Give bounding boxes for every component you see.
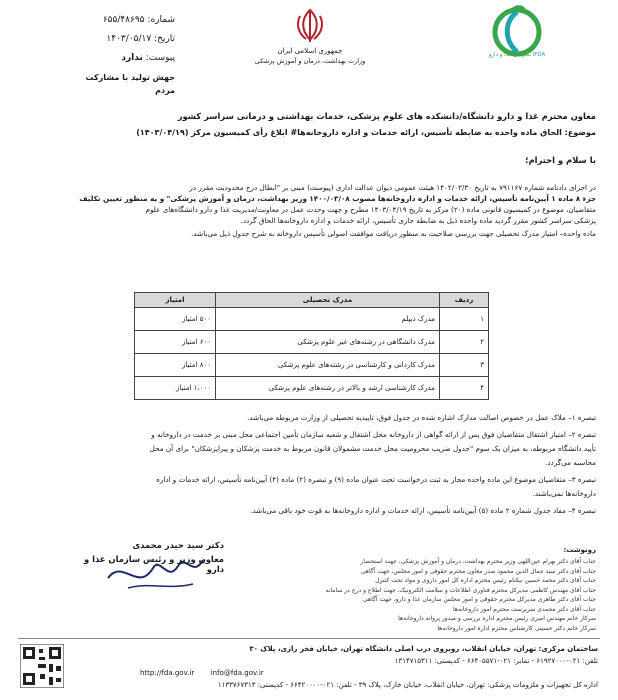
signatory-name: دکتر سید حیدر محمدی (132, 540, 224, 550)
fda-logo (482, 4, 552, 64)
notes (40, 412, 596, 516)
table-cell-score: ۱،۰۰۰ امتیاز (135, 377, 216, 400)
table-row (135, 308, 489, 331)
cc-item: سرکار خانم مهندس امیری رئیس محترم اداره بررسی و صدور پروانه داروخانه‌ها (398, 615, 596, 622)
body-line: در اجرای دادنامه شماره ۷۹۱۱۶۷ به تاریخ ۱۴۰۲/۰۳/۳۰ هیئت عمومی دیوان عدالت اداری (پیوست) مبنی بر "ابطال درج محدودیت مقرر در (189, 183, 596, 192)
letter-number-row (85, 14, 175, 27)
attachment-label: پیوست: (145, 53, 175, 63)
score-table (134, 292, 489, 400)
ministry-title: وزارت بهداشت، درمان و آموزش پزشکی (254, 57, 366, 65)
signatory-title: معاون وزیر و رئیس سازمان غذا و دارو (83, 554, 224, 574)
table-row (135, 331, 489, 354)
emblem-title: جمهوری اسلامی ایران (277, 47, 343, 55)
fda-logo-caption-text: سازمان غذا و دارو (488, 52, 531, 58)
note-line: تبصره ۴– مفاد جدول شماره ۲ ماده (۵) آیین‌نامه تأسیس، ارائه خدمات و اداره داروخانه‌ها به قوت خود باقی می‌باشد. (250, 506, 596, 515)
footer-phone-main: تلفن: ۰۲۱-۶۱۹۲۷۰۰۰ - نمابر: ۰۲۱-۶۶۴۰۵۵۷۱ - کدپستی: ۱۳۱۴۷۱۵۳۱۱ (394, 657, 598, 665)
table-header-row (135, 293, 489, 308)
footer-address-main: ساختمان مرکزی: تهران، خیابان انقلاب، روبروی درب اصلی دانشگاه تهران، خیابان فخر رازی، پلاک ۳۰ (249, 645, 598, 653)
footer-contact-row (70, 668, 598, 679)
table-cell-degree: مدرک دانشگاهی در رشته‌های غیر علوم پزشکی (216, 331, 440, 354)
letter-date-label: تاریخ: (154, 34, 175, 44)
footer-divider (18, 638, 600, 639)
footer-text (70, 644, 598, 691)
letter-date-value: ۱۴۰۳/۰۵/۱۷ (106, 34, 152, 44)
note-line: داروخانه‌ها نمی‌باشند. (532, 489, 596, 498)
table-cell-no: ۱ (440, 308, 489, 331)
table-header-score: امتیاز (135, 293, 216, 308)
addressee: معاون محترم غذا و دارو دانشگاه/دانشکده های علوم پزشکی، خدمات بهداشتی و درمانی سراسر کشور (177, 111, 596, 121)
table-header-degree: مدرک تحصیلی (216, 293, 440, 308)
table-cell-no: ۲ (440, 331, 489, 354)
table-cell-score: ۵۰۰ امتیاز (135, 308, 216, 331)
fda-logo-caption (486, 52, 548, 58)
note-line: تبصره ۳– متقاضیان موضوع این ماده واحده مجاز به ثبت درخواست تحت عنوان ماده (۹) و تبصره (۲) ماده (۴) آیین‌نامه تأسیس، ارائه خدمات و اداره (156, 475, 596, 484)
cc-item: سرکار خانم دکتر حسینی کارشناس محترم اداره امور داروخانه‌ها (437, 624, 596, 632)
table-header-row-no: ردیف (440, 293, 489, 308)
table-cell-degree: مدرک دیپلم (216, 308, 440, 331)
email-link[interactable]: info@fda.gov.ir (210, 669, 264, 677)
signature-block (78, 528, 228, 598)
footer-address-equipment: اداره کل تجهیزات و ملزومات پزشکی: تهران، خیابان انقلاب، خیابان خارک، پلاک ۳۹ - تلفن: ۰۲۱-۶۶۴۲۰۰۰۰ - کدپستی: ۱۱۳۳۷۶۷۳۱۳ (217, 681, 598, 689)
letter-number-label: شماره: (147, 15, 175, 25)
cc-item: جناب آقای دکتر بهرام عین‌اللهی وزیر محترم بهداشت، درمان و آموزش پزشکی، جهت استحضار (360, 558, 596, 565)
greeting: با سلام و احترام؛ (525, 155, 596, 165)
table-row (135, 354, 489, 377)
note-line: تأیید دانشگاه مربوطه، به میزان یک سوم "جدول ضریب محرومیت محل خدمت مشمولان قانون مربوط به خدمت پزشکان و پیراپزشکان" برای آن محل (149, 444, 596, 453)
table-cell-no: ۴ (440, 377, 489, 400)
attachment-row (85, 52, 175, 65)
letter-date-row (85, 33, 175, 46)
body-line: متقاضیان، موضوع در کمیسیون قانونی ماده (۲۰) مرکز به تاریخ ۱۴۰۳/۰۴/۱۹ مطرح و جهت وحدت عمل در معاونت/مدیریت غذا و دارو دانشگاه‌های علوم (145, 205, 596, 214)
cc-list (236, 557, 596, 633)
note-line: تبصره ۱– ملاک عمل در خصوص اصالت مدارک اشاره شده در جدول فوق، تاییدیه تحصیلی از وزارت مربوطه می‌باشد. (247, 413, 596, 422)
header-meta (85, 14, 175, 97)
body-text (40, 182, 596, 239)
table-cell-degree: مدرک کارشناسی ارشد و بالاتر در رشته‌های علوم پزشکی (216, 377, 440, 400)
letter-number-value: ۶۵۵/۴۸۶۹۵ (102, 15, 145, 25)
cc-item: جناب آقای مهندس کاظمی مدیرکل محترم فناوری اطلاعات و سلامت الکترونیک، جهت اطلاع و درج در سامانه (325, 586, 596, 594)
table-cell-no: ۳ (440, 354, 489, 377)
body-line: پزشکی سراسر کشور مقرر گردید ماده واحده ذیل به ضابطه جاری تأسیس، ارائه خدمات و اداره داروخانه‌ها الحاق گردد. (240, 216, 596, 225)
note-line: تبصره ۲– امتیاز اشتغال متقاضیان فوق پس از ارائه گواهی از داروخانه محل اشتغال و شعبه سازمان تأمین اجتماعی محل مبنی بر خدمت در داروخانه و (151, 430, 596, 439)
cc-item: جناب آقای دکتر محمدی سرپرست محترم امور داروخانه‌ها (452, 605, 596, 613)
body-line: جزء ۸ ماده ۱ آیین‌نامه تأسیس، ارائه خدمات و اداره داروخانه‌ها مصوب ۱۴۰۰/۰۳/۰۸ وزیر بهداشت، درمان و آموزش پزشکی" و به منظور تعیین تکلیف (79, 194, 596, 203)
table-cell-score: ۶۰۰ امتیاز (135, 331, 216, 354)
cc-title: رونوشت: (563, 546, 596, 554)
cc-item: جناب آقای دکتر سید جمال الدین محمود صدر معاون محترم حقوقی و امور مجلس، جهت آگاهی (360, 567, 596, 575)
body-line: ماده واحده– امتیاز مدرک تحصیلی جهت بررسی صلاحیت به منظور دریافت موافقت اصولی تأسیس داروخانه به شرح جدول ذیل می‌باشد. (191, 229, 596, 238)
fda-logo-abbrev: IFDA (532, 52, 546, 58)
emblem-caption (248, 46, 372, 66)
qr-code-icon (20, 644, 64, 688)
cc-item: جناب آقای دکتر طاهری مدیرکل محترم حقوقی و امور مجلس سازمان غذا و دارو، جهت آگاهی (363, 596, 596, 603)
slogan: جهش تولید با مشارکت مردم (85, 73, 175, 95)
table-cell-score: ۸۰۰ امتیاز (135, 354, 216, 377)
cc-item: جناب آقای دکتر محمد حسین نیکنام رئیس محترم اداره کل امور داروی و مواد تحت کنترل (375, 577, 596, 584)
table-cell-degree: مدرک کاردانی و کارشناسی در رشته‌های علوم پزشکی (216, 354, 440, 377)
website-link[interactable]: http://fda.gov.ir (140, 669, 195, 677)
subject: موضوع: الحاق ماده واحده به ضابطه تأسیس، ارائه خدمات و اداره داروخانه‌ها# ابلاغ رأی کمیسیون مرکز (۱۴۰۳/۰۴/۱۹) (136, 128, 596, 137)
note-line: محاسبه می‌گردد. (545, 458, 596, 467)
table-row (135, 377, 489, 400)
attachment-value: ندارد (121, 53, 143, 63)
iran-emblem-icon (290, 6, 330, 46)
